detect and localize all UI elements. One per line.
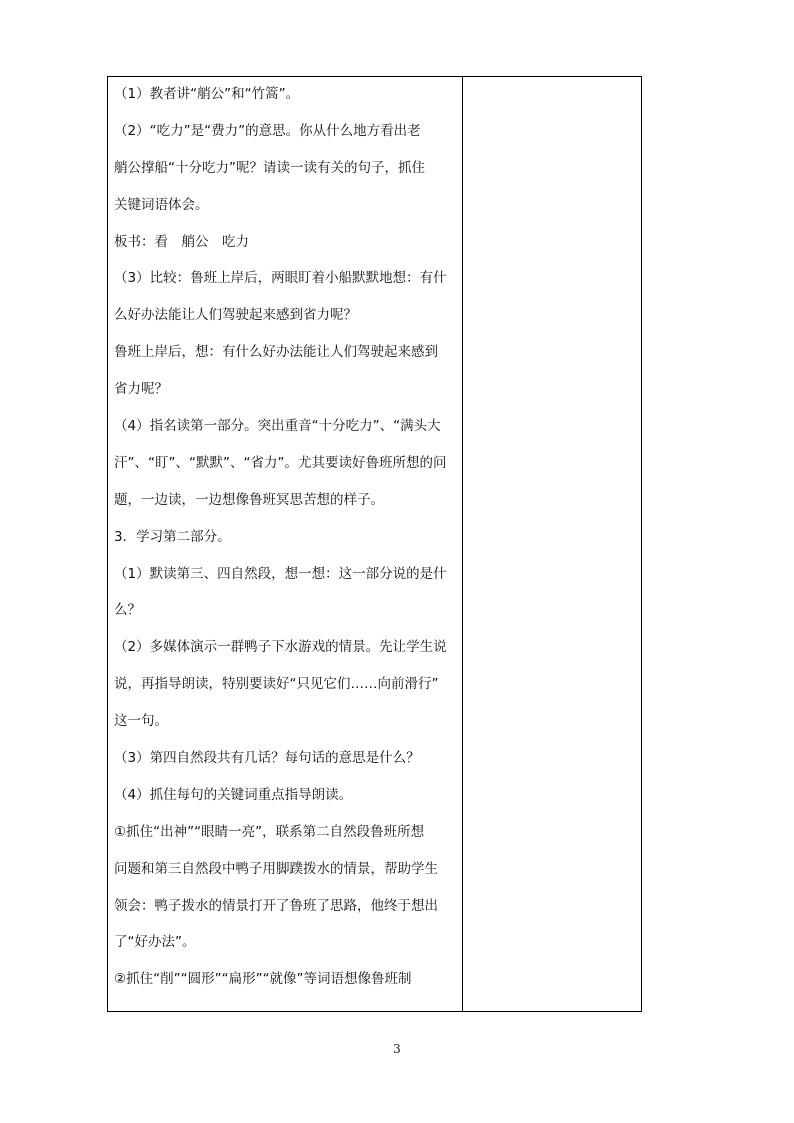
text-line: （3）比较：鲁班上岸后，两眼盯着小船默默地想：有什 xyxy=(114,270,447,287)
text-line: （1）教者讲“艄公”和“竹篙”。 xyxy=(114,86,300,102)
text-line: （4）抓住每句的关键词重点指导朗读。 xyxy=(114,786,353,803)
text-line: （4）指名读第一部分。突出重音“十分吃力”、“满头大 xyxy=(114,418,441,435)
text-line: ①抓住“出神”“眼睛一亮”，联系第二自然段鲁班所想 xyxy=(114,823,425,840)
text-line: 题，一边读，一边想像鲁班冥思苦想的样子。 xyxy=(114,491,384,508)
text-line: （1）默读第三、四自然段，想一想：这一部分说的是什 xyxy=(114,565,447,582)
text-line: 板书：看 艄公 吃力 xyxy=(114,233,249,250)
text-line: 3．学习第二部分。 xyxy=(114,528,231,545)
text-line: 说，再指导朗读，特别要读好“只见它们……向前滑行” xyxy=(114,676,439,693)
text-line: 省力呢？ xyxy=(114,381,168,398)
text-line: ②抓住“削”“圆形”“扁形”“就像”等词语想像鲁班制 xyxy=(114,971,412,988)
text-line: 么？ xyxy=(114,602,141,619)
text-line: 了“好办法”。 xyxy=(114,934,196,951)
text-line: 这一句。 xyxy=(114,713,168,730)
text-line: 问题和第三自然段中鸭子用脚蹼拨水的情景，帮助学生 xyxy=(114,860,438,877)
column-divider xyxy=(462,77,463,1011)
text-line: （2）“吃力”是“费力”的意思。你从什么地方看出老 xyxy=(114,122,421,139)
text-line: 汗”、“盯”、“默默”、“省力”。尤其要读好鲁班所想的问 xyxy=(114,454,447,471)
text-line: （3）第四自然段共有几话？每句话的意思是什么？ xyxy=(114,750,420,767)
text-line: （2）多媒体演示一群鸭子下水游戏的情景。先让学生说 xyxy=(114,639,447,656)
text-line: 关键词语体会。 xyxy=(114,196,209,213)
page-number: 3 xyxy=(393,1042,401,1056)
text-line: 鲁班上岸后，想：有什么好办法能让人们驾驶起来感到 xyxy=(114,344,438,361)
text-line: 艄公撑船“十分吃力”呢？请读一读有关的句子，抓住 xyxy=(114,159,425,176)
text-line: 领会：鸭子拨水的情景打开了鲁班了思路，他终于想出 xyxy=(114,897,438,914)
lesson-content-cell xyxy=(108,77,462,1011)
text-line: 么好办法能让人们驾驶起来感到省力呢？ xyxy=(114,307,357,324)
lesson-table xyxy=(107,76,642,1012)
